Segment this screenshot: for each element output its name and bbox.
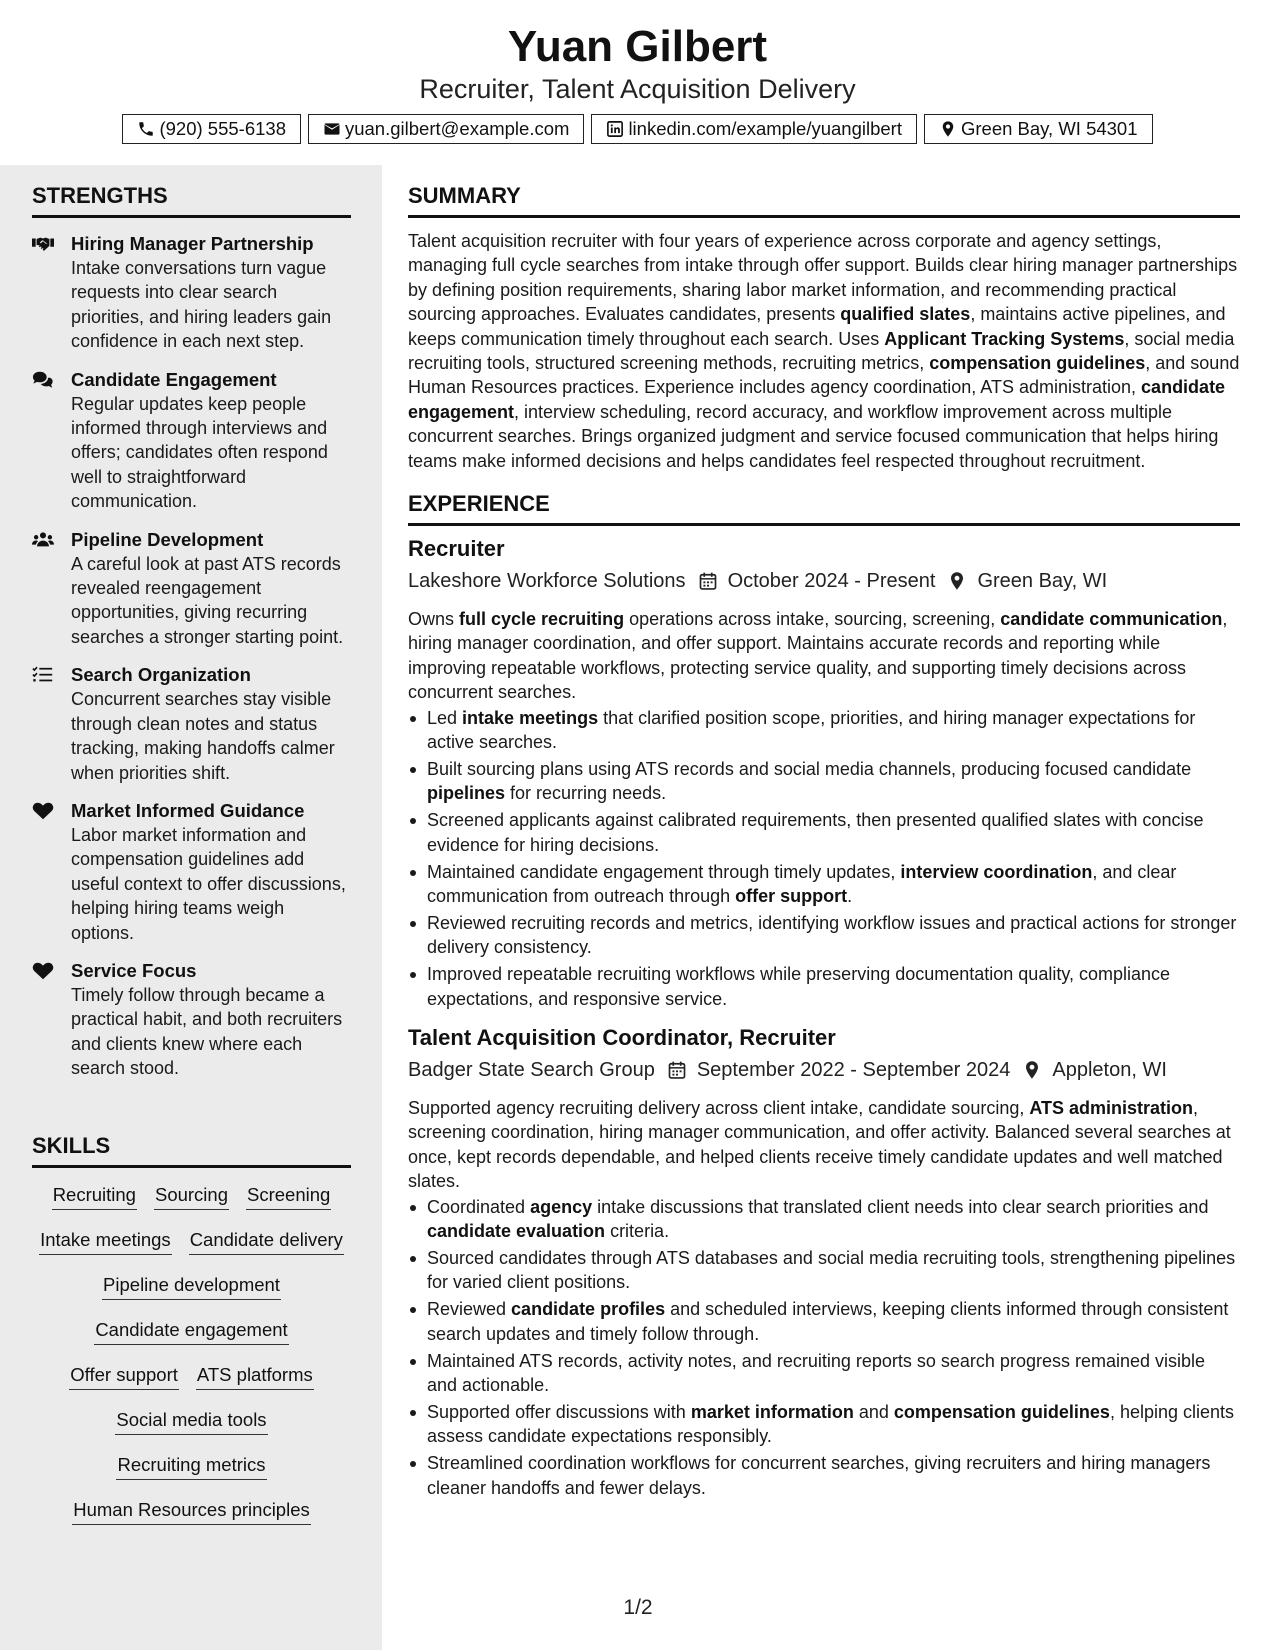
skill-tag: Recruiting <box>52 1182 137 1210</box>
job-description: Supported agency recruiting delivery across client intake, candidate sourcing, ATS administration, screening coordination, hiring manager communication, and offer activity. Balanced several searches at once, kept records dependable, and helped clients receive timely candidate updates and well matched slates. <box>408 1098 1231 1192</box>
strength-item <box>32 959 351 1081</box>
job-entry <box>408 534 1240 1011</box>
job-bullet: Maintained ATS records, activity notes, and recruiting reports so search progress remained visible and actionable. <box>408 1349 1240 1398</box>
bold-keyword: agency <box>530 1196 593 1217</box>
bold-keyword: compensation guidelines <box>893 1401 1110 1422</box>
skill-tag: Offer support <box>69 1362 179 1390</box>
calendar-icon <box>667 1060 687 1080</box>
skill-row <box>32 1407 351 1452</box>
job-entry <box>408 1023 1240 1500</box>
skill-row <box>32 1362 351 1407</box>
bold-keyword: compensation guidelines <box>929 353 1146 374</box>
job-bullet: Reviewed candidate profiles and scheduled interviews, keeping clients informed through consistent search updates and timely follow through. <box>408 1297 1240 1346</box>
skill-row <box>32 1182 351 1227</box>
skill-row <box>32 1317 351 1362</box>
job-bullet: Sourced candidates through ATS databases and social media recruiting tools, strengthening pipelines for varied client positions. <box>408 1246 1240 1295</box>
job-description: Owns full cycle recruiting operations across intake, sourcing, screening, candidate communication, hiring manager coordination, and offer support. Maintains accurate records and reporting while improving repeatable workflows, protecting service quality, and supporting timely decisions across concurrent searches. <box>408 609 1228 703</box>
bold-keyword: candidate profiles <box>511 1299 666 1320</box>
skills-list <box>32 1182 351 1542</box>
bold-keyword: candidate communication <box>1000 609 1223 630</box>
strengths-heading: STRENGTHS <box>32 183 351 218</box>
job-bullet: Screened applicants against calibrated requirements, then presented qualified slates with concise evidence for hiring decisions. <box>408 808 1240 857</box>
job-bullet: Led intake meetings that clarified position scope, priorities, and hiring manager expectations for active searches. <box>408 706 1240 755</box>
map-pin-icon <box>1022 1060 1042 1080</box>
strength-desc: A careful look at past ATS records revealed reengagement opportunities, giving recurring searches a stronger starting point. <box>71 553 344 647</box>
experience-heading: EXPERIENCE <box>408 491 1240 526</box>
strength-desc: Concurrent searches stay visible through clean notes and status tracking, making handoffs calmer when priorities shift. <box>71 689 335 783</box>
skill-tag: Social media tools <box>115 1407 267 1435</box>
phone-icon <box>137 120 155 138</box>
job-bullet: Built sourcing plans using ATS records and social media channels, producing focused candidate pipelines for recurring needs. <box>408 757 1240 806</box>
strength-item <box>32 528 351 650</box>
job-company: Lakeshore Workforce Solutions <box>408 569 686 592</box>
page-number: 1/2 <box>623 1596 653 1619</box>
skills-heading: SKILLS <box>32 1133 351 1168</box>
job-meta <box>408 1054 1240 1086</box>
bold-keyword: candidate evaluation <box>427 1221 606 1242</box>
experience-list <box>408 534 1240 1500</box>
job-location: Appleton, WI <box>1052 1058 1167 1081</box>
skill-tag: Intake meetings <box>39 1227 172 1255</box>
job-bullet: Improved repeatable recruiting workflows while preserving documentation quality, compliance expectations, and responsive service. <box>408 962 1240 1011</box>
job-bullet: Supported offer discussions with market information and compensation guidelines, helping clients assess candidate expectations responsibly. <box>408 1400 1240 1449</box>
map-pin-icon <box>947 571 967 591</box>
heart-icon <box>32 801 54 821</box>
skill-row <box>32 1452 351 1497</box>
strength-desc: Regular updates keep people informed through interviews and offers; candidates often respond well to straightforward communication. <box>71 393 328 512</box>
users-icon <box>32 530 54 550</box>
skill-tag: ATS platforms <box>196 1362 314 1390</box>
job-meta <box>408 565 1240 597</box>
linkedin-icon <box>606 120 624 138</box>
summary-heading: SUMMARY <box>408 183 1240 218</box>
bold-keyword: interview coordination <box>900 861 1093 882</box>
skill-tag: Recruiting metrics <box>116 1452 266 1480</box>
contact-location-text: Green Bay, WI 54301 <box>960 118 1138 139</box>
strength-title: Market Informed Guidance <box>71 799 305 821</box>
job-title: Recruiter <box>408 536 505 562</box>
job-bullets <box>408 1195 1240 1500</box>
job-bullet: Reviewed recruiting records and metrics, identifying workflow issues and practical actions for stronger delivery consistency. <box>408 911 1240 960</box>
bold-keyword: market information <box>690 1401 854 1422</box>
bold-keyword: intake meetings <box>462 707 599 728</box>
strength-title: Search Organization <box>71 664 251 686</box>
summary-text: Talent acquisition recruiter with four years of experience across corporate and agency settings, managing full cycle searches from intake through offer support. Builds clear hiring manager partnerships by defining position requirements, sharing labor market information, and recommending practical sourcing approaches. Evaluates candidates, presents qualified slates, maintains active pipelines, and keeps communication timely throughout each search. Uses Applicant Tracking Systems, social media recruiting tools, structured screening methods, recruiting metrics, compensation guidelines, and sound Human Resources practices. Experience includes agency coordination, ATS administration, candidate engagement, interview scheduling, record accuracy, and workflow improvement across multiple concurrent searches. Brings organized judgment and service focused communication that helps hiring teams make informed decisions and helps candidates feel respected throughout recruitment. <box>408 231 1240 471</box>
sidebar <box>0 165 382 1650</box>
bold-keyword: ATS administration <box>1029 1098 1194 1119</box>
job-title: Talent Acquisition Coordinator, Recruiter <box>408 1025 836 1051</box>
skills-section <box>32 1133 351 1542</box>
contact-linkedin-text: linkedin.com/example/yuangilbert <box>628 118 902 139</box>
strength-desc: Timely follow through became a practical habit, and both recruiters and clients knew where each search stood. <box>71 984 343 1079</box>
strengths-section <box>32 183 351 1081</box>
strength-desc: Labor market information and compensation guidelines add useful context to offer discussions, helping hiring teams weigh options. <box>71 824 346 943</box>
skill-tag: Sourcing <box>154 1182 229 1210</box>
contact-email-text: yuan.gilbert@example.com <box>344 118 570 139</box>
strength-item <box>32 663 351 785</box>
skill-tag: Screening <box>246 1182 331 1210</box>
strength-title: Hiring Manager Partnership <box>71 233 314 254</box>
bold-keyword: qualified slates <box>840 304 971 325</box>
strength-item <box>32 232 351 354</box>
job-bullets <box>408 706 1240 1011</box>
contact-phone-text: (920) 555-6138 <box>159 118 286 139</box>
strength-title: Service Focus <box>71 959 197 981</box>
envelope-icon <box>323 120 341 138</box>
bold-keyword: full cycle recruiting <box>459 609 625 630</box>
resume-header <box>0 0 1275 165</box>
job-dates: September 2022 - September 2024 <box>696 1058 1011 1081</box>
skill-row <box>32 1227 351 1272</box>
skill-row <box>32 1497 351 1542</box>
map-pin-icon <box>939 120 957 138</box>
strength-item <box>32 799 351 945</box>
job-bullet: Maintained candidate engagement through timely updates, interview coordination, and clear communication from outreach through offer support. <box>408 860 1240 909</box>
bold-keyword: pipelines <box>427 783 506 804</box>
contact-bar <box>0 114 1275 144</box>
candidate-name: Yuan Gilbert <box>507 22 768 71</box>
contact-email[interactable] <box>308 114 584 144</box>
skill-tag: Human Resources principles <box>72 1497 311 1525</box>
contact-phone[interactable] <box>122 114 301 144</box>
heart-icon <box>32 961 54 981</box>
strength-title: Pipeline Development <box>71 528 264 550</box>
contact-linkedin[interactable] <box>591 114 917 144</box>
bold-keyword: candidate engagement <box>408 377 1226 422</box>
bold-keyword: Applicant Tracking Systems <box>884 328 1125 349</box>
main-content <box>408 165 1240 1503</box>
job-bullet: Streamlined coordination workflows for concurrent searches, giving recruiters and hiring managers cleaner handoffs and fewer delays. <box>408 1451 1240 1500</box>
strength-item <box>32 368 351 514</box>
strength-title: Candidate Engagement <box>71 368 277 390</box>
skill-tag: Pipeline development <box>102 1272 281 1300</box>
skill-row <box>32 1272 351 1317</box>
list-check-icon <box>32 665 54 685</box>
strength-desc: Intake conversations turn vague requests into clear search priorities, and hiring leaders gain confidence in each next step. <box>71 258 332 352</box>
contact-location <box>924 114 1153 144</box>
job-dates: October 2024 - Present <box>727 569 936 592</box>
candidate-title: Recruiter, Talent Acquisition Delivery <box>419 74 856 104</box>
job-bullet: Coordinated agency intake discussions that translated client needs into clear search priorities and candidate evaluation criteria. <box>408 1195 1240 1244</box>
skill-tag: Candidate engagement <box>94 1317 288 1345</box>
skill-tag: Candidate delivery <box>189 1227 344 1255</box>
handshake-icon <box>32 234 54 254</box>
bold-keyword: offer support <box>735 886 848 907</box>
job-company: Badger State Search Group <box>408 1058 655 1081</box>
calendar-icon <box>698 571 718 591</box>
comments-icon <box>32 370 54 390</box>
job-location: Green Bay, WI <box>977 569 1108 592</box>
